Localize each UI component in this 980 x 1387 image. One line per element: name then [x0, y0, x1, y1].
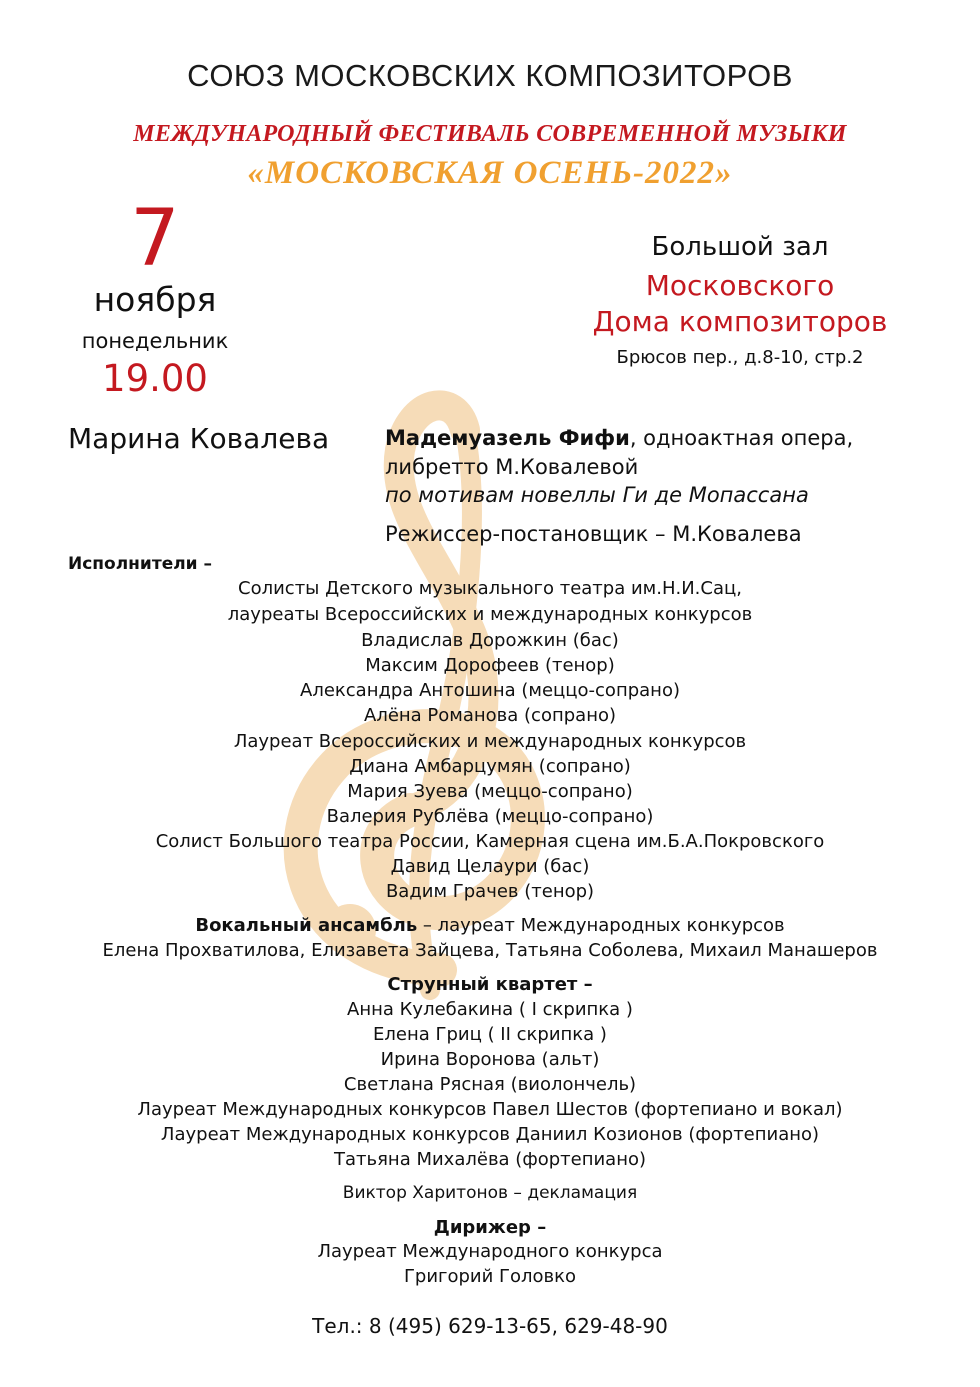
- venue-line1: Московского: [645, 269, 835, 302]
- quartet-heading: Струнный квартет –: [387, 974, 593, 995]
- performer-line: Мария Зуева (меццо-сопрано): [347, 781, 633, 802]
- performer-line: Солисты Детского музыкального театра им.Н.И.Сац,: [238, 578, 742, 599]
- composer-name: Марина Ковалева: [68, 422, 330, 455]
- quartet-line: Лауреат Международных конкурсов Павел Шестов (фортепиано и вокал): [137, 1099, 843, 1120]
- performer-line: Давид Целаури (бас): [390, 856, 590, 877]
- festival-name: «МОСКОВСКАЯ ОСЕНЬ-2022»: [247, 155, 733, 191]
- ensemble-heading: Вокальный ансамбль: [195, 915, 418, 936]
- work-source: по мотивам новеллы Ги де Мопассана: [385, 483, 809, 507]
- quartet-line: Лауреат Международных конкурсов Даниил Козионов (фортепиано): [160, 1124, 820, 1145]
- ensemble-line: [0, 917, 980, 935]
- performer-line: Алёна Романова (сопрано): [364, 705, 616, 726]
- work-libretto: либретто М.Ковалевой: [385, 455, 639, 479]
- event-time: 19.00: [102, 357, 208, 400]
- quartet-line: Светлана Рясная (виолончель): [343, 1074, 637, 1095]
- performer-line: Диана Амбарцумян (сопрано): [349, 756, 631, 777]
- ensemble-members: Елена Прохватилова, Елизавета Зайцева, Татьяна Соболева, Михаил Манашеров: [102, 940, 878, 961]
- venue-address: Брюсов пер., д.8-10, стр.2: [616, 347, 864, 368]
- work-genre: , одноактная опера,: [629, 426, 854, 450]
- phone-number: Тел.: 8 (495) 629-13-65, 629-48-90: [312, 1314, 668, 1338]
- conductor-name: Григорий Головко: [403, 1266, 577, 1287]
- performer-line: Максим Дорофеев (тенор): [365, 655, 615, 676]
- conductor-title: Лауреат Международного конкурса: [317, 1241, 663, 1262]
- performer-line: Владислав Дорожкин (бас): [361, 630, 619, 651]
- recitation: Виктор Харитонов – декламация: [342, 1183, 638, 1203]
- quartet-line: Елена Гриц ( II скрипка ): [373, 1024, 607, 1045]
- work-title-line: [385, 428, 853, 449]
- conductor-heading: Дирижер –: [433, 1217, 547, 1238]
- performer-line: Валерия Рублёва (меццо-сопрано): [326, 806, 654, 827]
- performer-line: Александра Антошина (меццо-сопрано): [300, 680, 680, 701]
- venue-hall: Большой зал: [651, 232, 829, 262]
- event-month: ноября: [93, 280, 217, 319]
- work-title: Мадемуазель Фифи: [385, 426, 630, 450]
- performers-heading: Исполнители –: [68, 554, 213, 574]
- performer-line: Солист Большого театра России, Камерная сцена им.Б.А.Покровского: [155, 831, 825, 852]
- venue-line2: Дома композиторов: [592, 305, 888, 338]
- ensemble-desc: – лауреат Международных конкурсов: [417, 915, 785, 936]
- performer-line: Вадим Грачев (тенор): [385, 881, 595, 902]
- event-weekday: понедельник: [81, 329, 229, 353]
- work-director: Режиссер-постановщик – М.Ковалева: [385, 522, 802, 546]
- quartet-line: Анна Кулебакина ( I скрипка ): [347, 999, 633, 1020]
- festival-title: МЕЖДУНАРОДНЫЙ ФЕСТИВАЛЬ СОВРЕМЕННОЙ МУЗЫКИ: [133, 121, 847, 147]
- organization-title: СОЮЗ МОСКОВСКИХ КОМПОЗИТОРОВ: [187, 58, 793, 93]
- quartet-line: Ирина Воронова (альт): [380, 1049, 600, 1070]
- event-day: 7: [130, 194, 180, 284]
- performer-line: лауреаты Всероссийских и международных конкурсов: [227, 604, 753, 625]
- performer-line: Лауреат Всероссийских и международных конкурсов: [233, 731, 747, 752]
- quartet-line: Татьяна Михалёва (фортепиано): [333, 1149, 647, 1170]
